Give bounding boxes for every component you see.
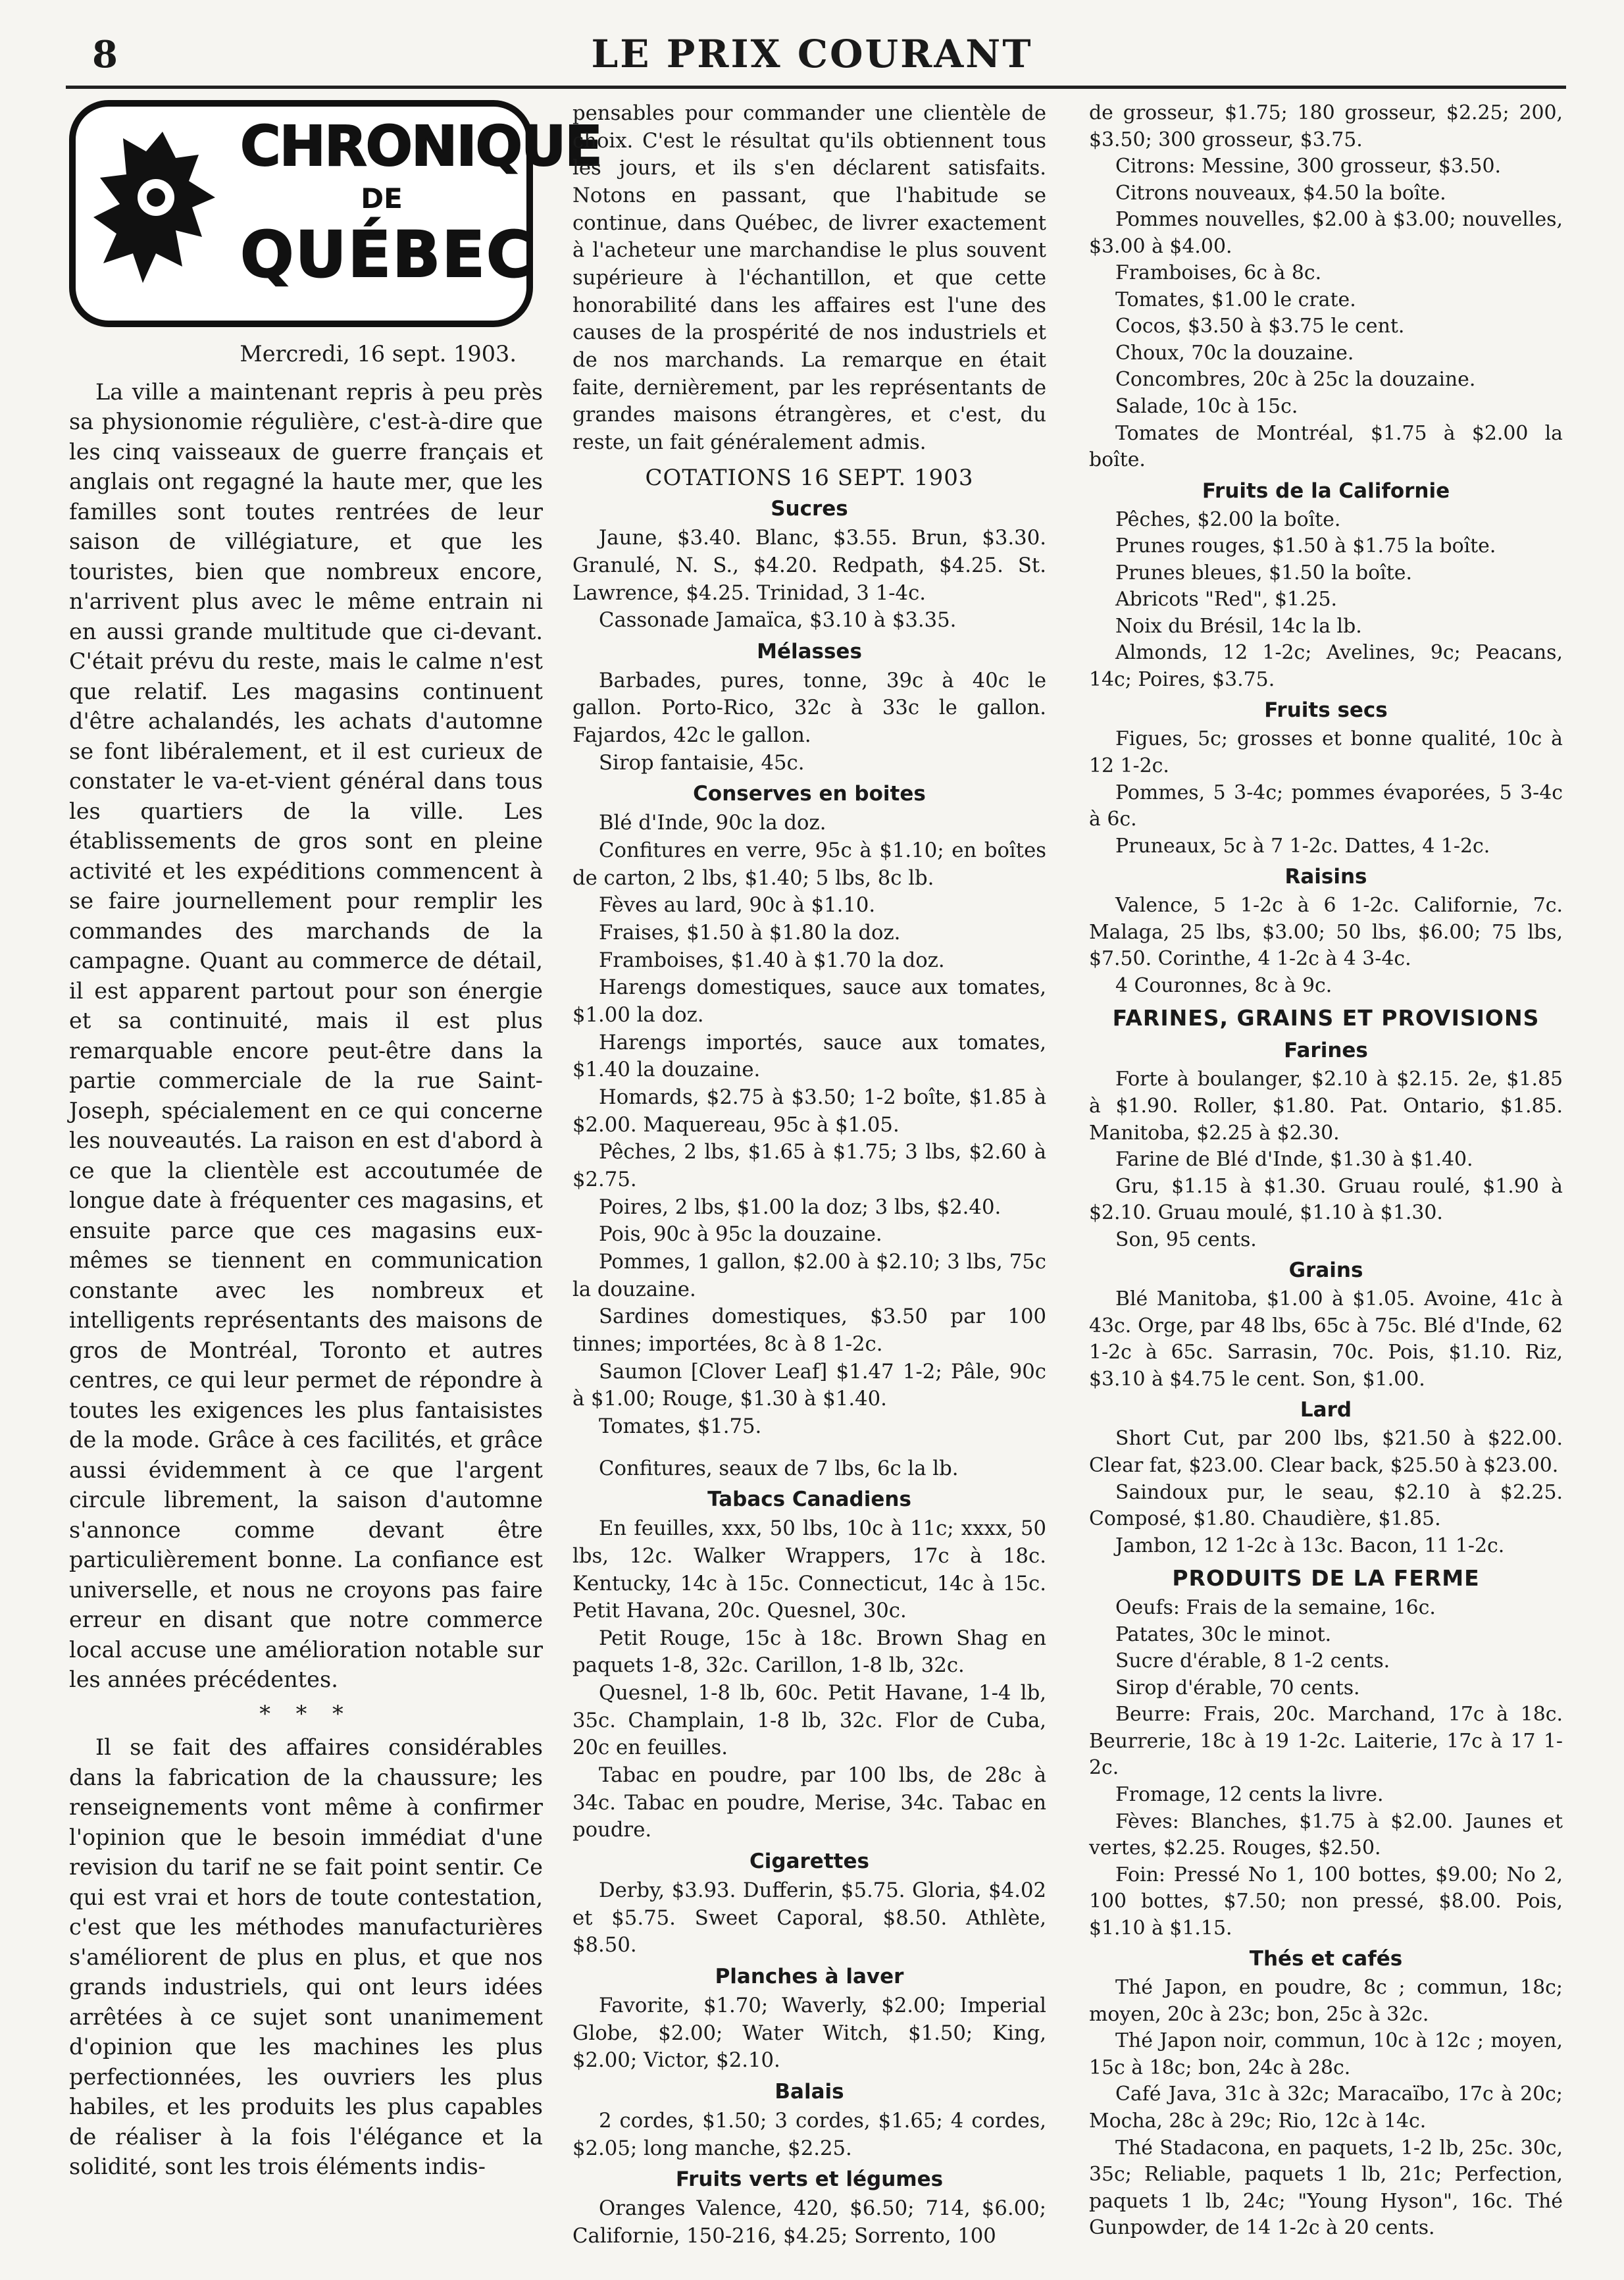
price-entry: Cocos, $3.50 à $3.75 le cent. [1115, 315, 1405, 338]
price-entry: Sucre d'érable, 8 1-2 cents. [1115, 1649, 1390, 1673]
price-entry: Thé Japon noir, commun, 10c à 12c ; moyen, 15c à 18c; bon, 24c à 28c. [1089, 2029, 1563, 2079]
price-entry: Thé Stadacona, en paquets, 1-2 lb, 25c. 30c, 35c; Reliable, paquets 1 lb, 21c; Perfection, paquets 1 lb, 24c; "Young Hyson", 16c. Thé Gunpowder, de 14 1-2c à 20 cents. [1089, 2136, 1563, 2240]
price-entry: Oranges Valence, 420, $6.50; 714, $6.00; Californie, 150-216, $4.25; Sorrento, 100 [572, 2197, 1046, 2248]
price-entry: Noix du Brésil, 14c la lb. [1115, 614, 1362, 638]
price-entry: Jambon, 12 1-2c à 13c. Bacon, 11 1-2c. [1115, 1534, 1505, 1557]
paragraph: Il se fait des affaires considérables dans la fabrication de la chaussure; les renseignements vont même à confirmer l'opinion que le besoin immédiat d'une revision du tarif ne se fait point sentir. Ce qui est vrai et hors de toute contestation, c'est que les méthodes manufacturières s'améliorent de plus en plus, et que nos grands industriels, qui ont leurs idées arrêtées à ce sujet sont unanimement d'opinion que les machines les plus perfectionnées, les ouvriers les plus habiles, et les produits les plus capables de réaliser à la fois l'élégance et la solidité, sont les trois éléments indis- [69, 1734, 543, 2179]
price-entry-continued: de grosseur, $1.75; 180 grosseur, $2.25; 200, $3.50; 300 grosseur, $3.75. [1089, 101, 1563, 151]
price-entry: Café Java, 31c à 32c; Maracaïbo, 17c à 20c; Mocha, 28c à 29c; Rio, 12c à 14c. [1089, 2083, 1563, 2133]
price-entry: Framboises, 6c à 8c. [1115, 261, 1322, 285]
price-entry: Framboises, $1.40 à $1.70 la doz. [599, 948, 945, 972]
price-entry: Forte à boulanger, $2.10 à $2.15. 2e, $1.85 à $1.90. Roller, $1.80. Pat. Ontario, $1.85. Manitoba, $2.25 à $2.30. [1089, 1068, 1563, 1145]
price-entry: Citrons nouveaux, $4.50 la boîte. [1115, 181, 1446, 205]
price-entry: Short Cut, par 200 lbs, $21.50 à $22.00. Clear fat, $23.00. Clear back, $25.50 à $23.00. [1089, 1427, 1563, 1477]
price-entry: Harengs importés, sauce aux tomates, $1.40 la douzaine. [572, 1031, 1046, 1082]
price-entry: Pommes nouvelles, $2.00 à $3.00; nouvelles, $3.00 à $4.00. [1089, 208, 1563, 258]
price-entry: 2 cordes, $1.50; 3 cordes, $1.65; 4 cordes, $2.05; long manche, $2.25. [572, 2110, 1046, 2160]
dateline: Mercredi, 16 sept. 1903. [240, 341, 517, 367]
price-entry: Homards, $2.75 à $3.50; 1-2 boîte, $1.85 à $2.00. Maquereau, 95c à $1.05. [572, 1086, 1046, 1137]
price-entry: Beurre: Frais, 20c. Marchand, 17c à 18c. Beurrerie, 18c à 19 1-2c. Laiterie, 17c à 17 1-2c. [1089, 1703, 1563, 1780]
logo-text [240, 113, 601, 292]
section-heading: Fruits secs [1264, 698, 1388, 723]
section-heading: Balais [774, 2080, 844, 2104]
header-rule [66, 86, 1566, 89]
price-entry: Jaune, $3.40. Blanc, $3.55. Brun, $3.30. Granulé, N. S., $4.20. Redpath, $4.25. St. Lawrence, $4.25. Trinidad, 3 1-4c. [572, 527, 1046, 605]
price-entry: Valence, 5 1-2c à 6 1-2c. Californie, 7c. Malaga, 25 lbs, $3.00; 50 lbs, $6.00; 75 lbs, $7.50. Corinthe, 4 1-2c à 4 3-4c. [1089, 894, 1563, 971]
price-entry: Foin: Pressé No 1, 100 bottes, $9.00; No 2, 100 bottes, $7.50; non pressé, $8.00. Pois, $1.10 à $1.15. [1089, 1863, 1563, 1940]
paragraph-continued: pensables pour commander une clientèle de choix. C'est le résultat qu'ils obtiennent tous les jours, et ils s'en déclarent satisfaits. Notons en passant, que l'habitude se continue, dans Québec, de livrer exactement à l'acheteur une marchandise le plus souvent supérieure à l'échantillon, et que cette honorabilité dans les affaires est l'une des causes de la prospérité de nos industriels et de nos marchands. La remarque en était faite, dernièrement, par les représentants de grandes maisons étrangères, et c'est, du reste, un fait généralement admis. [572, 102, 1046, 454]
price-entry: Sirop d'érable, 70 cents. [1115, 1676, 1360, 1699]
price-entry: Prunes bleues, $1.50 la boîte. [1115, 561, 1412, 584]
section-heading: Thés et cafés [1249, 1947, 1403, 1971]
price-entry: Patates, 30c le minot. [1115, 1622, 1332, 1646]
section-heading: Fruits verts et légumes [675, 2167, 944, 2192]
price-entry: Petit Rouge, 15c à 18c. Brown Shag en paquets 1-8, 32c. Carillon, 1-8 lb, 32c. [572, 1626, 1046, 1678]
price-entry: 4 Couronnes, 8c à 9c. [1115, 973, 1332, 997]
column-cotations [572, 100, 1046, 2250]
price-entry: Pêches, $2.00 la boîte. [1115, 507, 1341, 531]
price-entry: Blé d'Inde, 90c la doz. [599, 812, 826, 835]
price-entry: Citrons: Messine, 300 grosseur, $3.50. [1115, 155, 1502, 178]
price-entry: Sardines domestiques, $3.50 par 100 tinnes; importées, 8c à 8 1-2c. [572, 1305, 1046, 1356]
section-heading: Cigarettes [749, 1850, 869, 1874]
price-entry: Salade, 10c à 15c. [1115, 395, 1298, 419]
price-entry: Thé Japon, en poudre, 8c ; commun, 18c; moyen, 20c à 23c; bon, 25c à 32c. [1089, 1976, 1563, 2026]
chronique-logo [69, 100, 601, 327]
section-heading: Planches à laver [715, 1965, 904, 1989]
price-entry: Confitures en verre, 95c à $1.10; en boîtes de carton, 2 lbs, $1.40; 5 lbs, 8c lb. [572, 839, 1046, 890]
logo-line-quebec: QUÉBEC [240, 218, 534, 292]
price-entry: Quesnel, 1-8 lb, 60c. Petit Havane, 1-4 lb, 35c. Champlain, 1-8 lb, 32c. Flor de Cuba, 20c en feuilles. [572, 1682, 1046, 1760]
paragraph: La ville a maintenant repris à peu près sa physionomie régulière, c'est-à-dire que les cinq vaisseaux de guerre français et anglais ont regagné la haute mer, que les familles sont toutes rentrées de leur saison de villégiature, et que les touristes, bien que nombreux encore, n'arrivent plus avec le même entrain ni en aussi grande multitude que ci-devant. C'était prévu du reste, mais le calme n'est que relatif. Les magasins continuent d'être achalandés, les achats d'automne se font libéralement, et il est curieux de constater le va-et-vient général dans tous les quartiers de la ville. Les établissements de gros sont en pleine activité et les expéditions commencent à se faire journellement pour remplir les commandes des marchands de la campagne. Quant au commerce de détail, il est apparent partout pour son énergie et sa continuité, mais il est plus remarquable encore peut-être dans la partie commerciale de la rue Saint-Joseph, spécialement en ce qui concerne les nouveautés. La raison en est d'abord à ce que la clientèle est accoutumée de longue date à fréquenter ces magasins, et ensuite parce que ces magasins eux-mêmes se tiennent en communication constante avec les nombreux et intelligents représentants des maisons de gros de Montréal, Toronto et autres centres, ce qui leur permet de répondre à toutes les exigences les plus fantaisistes de la mode. Grâce à ces facilités, et grâce aussi évidemment à ce que l'argent circule librement, la saison d'automne s'annonce comme devant être particulièrement bonne. La confiance est universelle, et nous ne croyons pas faire erreur en disant que notre commerce local accuse une amélioration notable sur les années précédentes. [69, 378, 543, 1692]
section-heading: Farines [1284, 1039, 1368, 1063]
page-header [0, 0, 1624, 86]
price-entry: Farine de Blé d'Inde, $1.30 à $1.40. [1115, 1148, 1473, 1172]
price-entry: Saumon [Clover Leaf] $1.47 1-2; Pâle, 90c à $1.00; Rouge, $1.30 à $1.40. [572, 1360, 1046, 1411]
price-entry: Choux, 70c la douzaine. [1115, 341, 1354, 365]
price-entry: Saindoux pur, le seau, $2.10 à $2.25. Composé, $1.80. Chaudière, $1.85. [1089, 1480, 1563, 1531]
price-entry: Pêches, 2 lbs, $1.65 à $1.75; 3 lbs, $2.60 à $2.75. [572, 1141, 1046, 1191]
price-entry: Gru, $1.15 à $1.30. Gruau roulé, $1.90 à $2.10. Gruau moulé, $1.10 à $1.30. [1089, 1174, 1563, 1225]
section-heading: Tabacs Canadiens [707, 1488, 911, 1512]
price-entry: Pommes, 1 gallon, $2.00 à $2.10; 3 lbs, 75c la douzaine. [572, 1250, 1046, 1301]
price-entry: Abricots "Red", $1.25. [1115, 588, 1338, 611]
price-entry: Fèves au lard, 90c à $1.10. [599, 894, 876, 918]
cotations-heading: COTATIONS 16 SEPT. 1903 [645, 464, 974, 491]
page-number: 8 [92, 33, 118, 76]
price-entry: Figues, 5c; grosses et bonne qualité, 10c à 12 1-2c. [1089, 727, 1563, 778]
price-entry: Tomates, $1.75. [599, 1414, 762, 1438]
price-entry: Poires, 2 lbs, $1.00 la doz; 3 lbs, $2.40. [599, 1195, 1002, 1219]
price-entry: Derby, $3.93. Dufferin, $5.75. Gloria, $4.02 et $5.75. Sweet Caporal, $8.50. Athlète, $8.50. [572, 1879, 1046, 1957]
price-entry: Confitures, seaux de 7 lbs, 6c la lb. [599, 1457, 959, 1480]
lion-emblem-icon [84, 125, 235, 303]
price-entry: Harengs domestiques, sauce aux tomates, $1.00 la doz. [572, 976, 1046, 1027]
price-entry: Prunes rouges, $1.50 à $1.75 la boîte. [1115, 534, 1496, 558]
price-entry: Cassonade Jamaïca, $3.10 à $3.35. [599, 609, 957, 633]
price-entry: Oeufs: Frais de la semaine, 16c. [1115, 1596, 1436, 1620]
price-entry: Fèves: Blanches, $1.75 à $2.00. Jaunes et vertes, $2.25. Rouges, $2.50. [1089, 1809, 1563, 1860]
section-heading: Lard [1300, 1398, 1352, 1422]
price-entry: Blé Manitoba, $1.00 à $1.05. Avoine, 41c à 43c. Orge, par 48 lbs, 65c à 75c. Blé d'Inde, 62 1-2c à 65c. Sarrasin, 70c. Pois, $1.10. Riz, $3.10 à $4.75 le cent. Son, $1.00. [1089, 1287, 1563, 1391]
price-entry: Fraises, $1.50 à $1.80 la doz. [599, 921, 901, 945]
price-entry: Son, 95 cents. [1115, 1228, 1257, 1251]
column-prices [1089, 100, 1563, 2242]
logo-line-de: DE [361, 182, 403, 215]
price-entry: Sirop fantaisie, 45c. [599, 751, 805, 775]
spacer [572, 1441, 1046, 1455]
price-entry: Fromage, 12 cents la livre. [1115, 1782, 1384, 1806]
price-entry: Pois, 90c à 95c la douzaine. [599, 1223, 882, 1247]
price-entry: Favorite, $1.70; Waverly, $2.00; Imperial Globe, $2.00; Water Witch, $1.50; King, $2.00; Victor, $2.10. [572, 1994, 1046, 2073]
price-entry: Tabac en poudre, par 100 lbs, de 28c à 34c. Tabac en poudre, Merise, 34c. Tabac en poudre. [572, 1764, 1046, 1842]
section-heading: Mélasses [757, 639, 862, 663]
price-entry: Concombres, 20c à 25c la douzaine. [1115, 368, 1476, 392]
price-entry: Pruneaux, 5c à 7 1-2c. Dattes, 4 1-2c. [1115, 834, 1490, 858]
section-heading: Fruits de la Californie [1202, 479, 1450, 503]
price-entry: Almonds, 12 1-2c; Avelines, 9c; Peacans, 14c; Poires, $3.75. [1089, 641, 1563, 691]
section-heading: Raisins [1284, 865, 1367, 889]
major-section-heading: FARINES, GRAINS ET PROVISIONS [1112, 1005, 1540, 1031]
price-entry: Pommes, 5 3-4c; pommes évaporées, 5 3-4c à 6c. [1089, 781, 1563, 831]
section-heading: Conserves en boites [693, 782, 926, 806]
section-heading: Grains [1288, 1258, 1363, 1283]
column-chronique [69, 100, 601, 2182]
section-separator: * * * [259, 1700, 353, 1726]
price-entry: Tomates, $1.00 le crate. [1115, 288, 1356, 311]
section-heading: Sucres [771, 497, 848, 521]
masthead-title: LE PRIX COURANT [591, 32, 1033, 76]
logo-line-chronique: CHRONIQUE [240, 114, 601, 178]
major-section-heading: PRODUITS DE LA FERME [1172, 1565, 1480, 1592]
price-entry: En feuilles, xxx, 50 lbs, 10c à 11c; xxxx, 50 lbs, 12c. Walker Wrappers, 17c à 18c. Kentucky, 14c à 15c. Connecticut, 14c à 15c. Petit Havana, 20c. Quesnel, 30c. [572, 1517, 1046, 1623]
price-entry: Tomates de Montréal, $1.75 à $2.00 la boîte. [1089, 421, 1563, 472]
price-entry: Barbades, pures, tonne, 39c à 40c le gallon. Porto-Rico, 32c à 33c le gallon. Fajardos, 42c le gallon. [572, 669, 1046, 748]
